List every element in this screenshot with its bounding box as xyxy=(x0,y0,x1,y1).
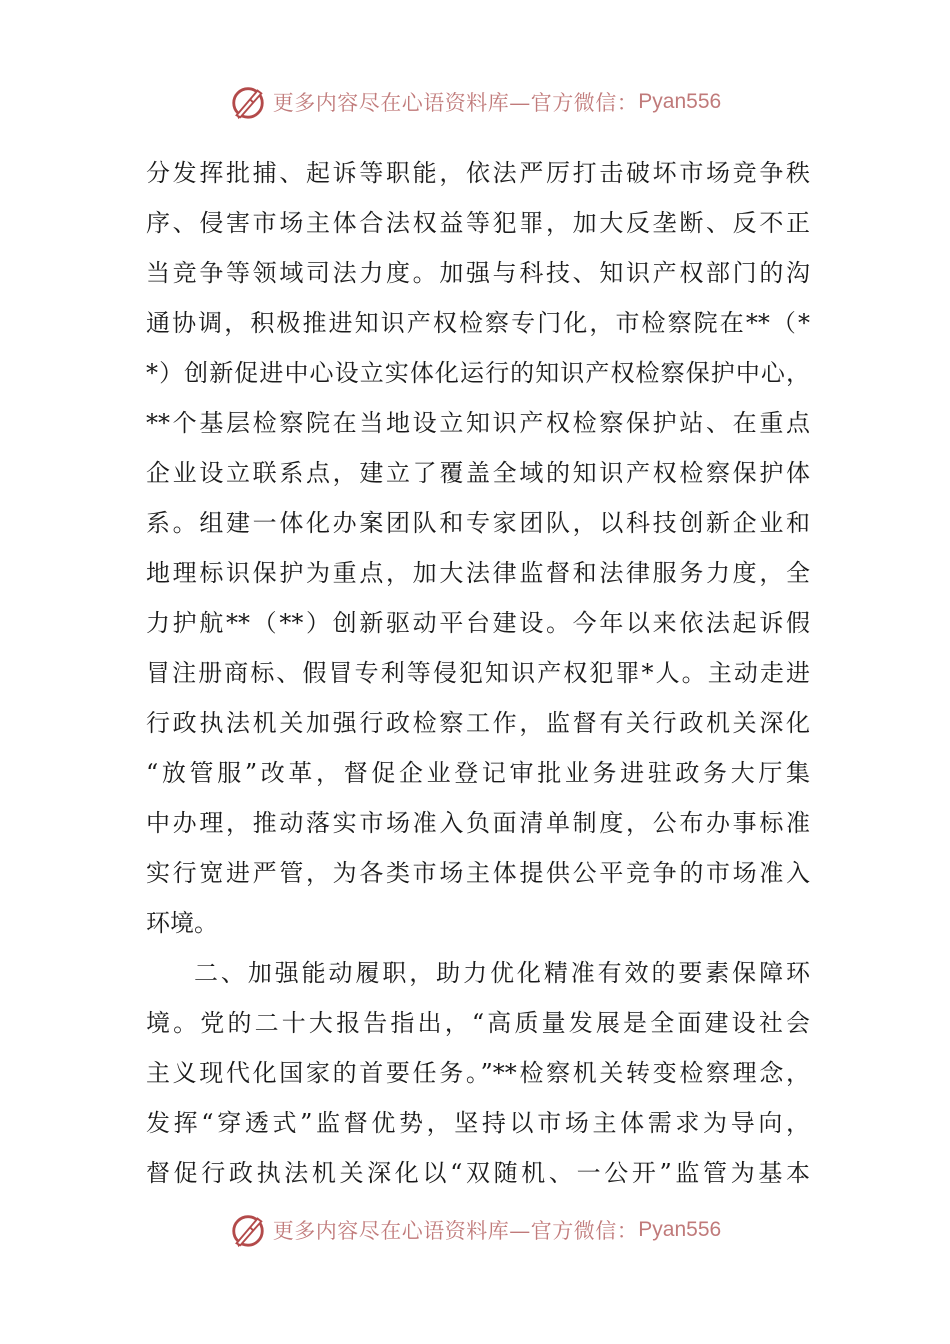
body-line: 系。组建一体化办案团队和专家团队，以科技创新企业和 xyxy=(146,509,810,537)
banner-text: 更多内容尽在心语资料库—官方微信： xyxy=(272,91,639,115)
body-line: 督促行政执法机关深化以“双随机、一公开”监管为基本 xyxy=(146,1159,810,1187)
body-line: 发挥“穿透式”监督优势，坚持以市场主体需求为导向， xyxy=(146,1109,810,1137)
document-body xyxy=(146,148,810,1198)
header-watermark-banner xyxy=(0,80,950,124)
banner-text: 更多内容尽在心语资料库—官方微信： xyxy=(272,1219,639,1243)
pen-in-circle-icon xyxy=(229,1211,267,1249)
body-line: 行政执法机关加强行政检察工作，监督有关行政机关深化 xyxy=(146,709,810,737)
body-line: 当竞争等领域司法力度。加强与科技、知识产权部门的沟 xyxy=(146,259,810,287)
body-line: 力护航**（**）创新驱动平台建设。今年以来依法起诉假 xyxy=(146,609,810,637)
pen-in-circle-icon xyxy=(229,83,267,121)
body-line: “放管服”改革，督促企业登记审批业务进驻政务大厅集 xyxy=(146,759,810,787)
body-line: **个基层检察院在当地设立知识产权检察保护站、在重点 xyxy=(146,409,810,437)
banner-handle: Pyan556 xyxy=(638,90,722,113)
body-line: 实行宽进严管，为各类市场主体提供公平竞争的市场准入 xyxy=(146,859,810,887)
body-line: 通协调，积极推进知识产权检察专门化，市检察院在**（* xyxy=(146,309,810,337)
body-line: 序、侵害市场主体合法权益等犯罪，加大反垄断、反不正 xyxy=(146,209,810,237)
footer-watermark-banner xyxy=(0,1208,950,1252)
body-line: 地理标识保护为重点，加大法律监督和法律服务力度，全 xyxy=(146,559,810,587)
body-line: 冒注册商标、假冒专利等侵犯知识产权犯罪*人。主动走进 xyxy=(146,659,810,687)
body-line: 企业设立联系点，建立了覆盖全域的知识产权检察保护体 xyxy=(146,459,810,487)
body-line: 境。党的二十大报告指出，“高质量发展是全面建设社会 xyxy=(146,1009,810,1037)
section-heading-line: 二、加强能动履职，助力优化精准有效的要素保障环 xyxy=(194,959,810,987)
body-line: 环境。 xyxy=(146,909,218,937)
banner-handle: Pyan556 xyxy=(638,1218,722,1241)
body-line: 中办理，推动落实市场准入负面清单制度，公布办事标准 xyxy=(146,809,810,837)
body-line: 分发挥批捕、起诉等职能，依法严厉打击破坏市场竞争秩 xyxy=(146,159,810,187)
body-line: *）创新促进中心设立实体化运行的知识产权检察保护中心， xyxy=(146,359,810,387)
body-line: 主义现代化国家的首要任务。”**检察机关转变检察理念， xyxy=(146,1059,810,1087)
